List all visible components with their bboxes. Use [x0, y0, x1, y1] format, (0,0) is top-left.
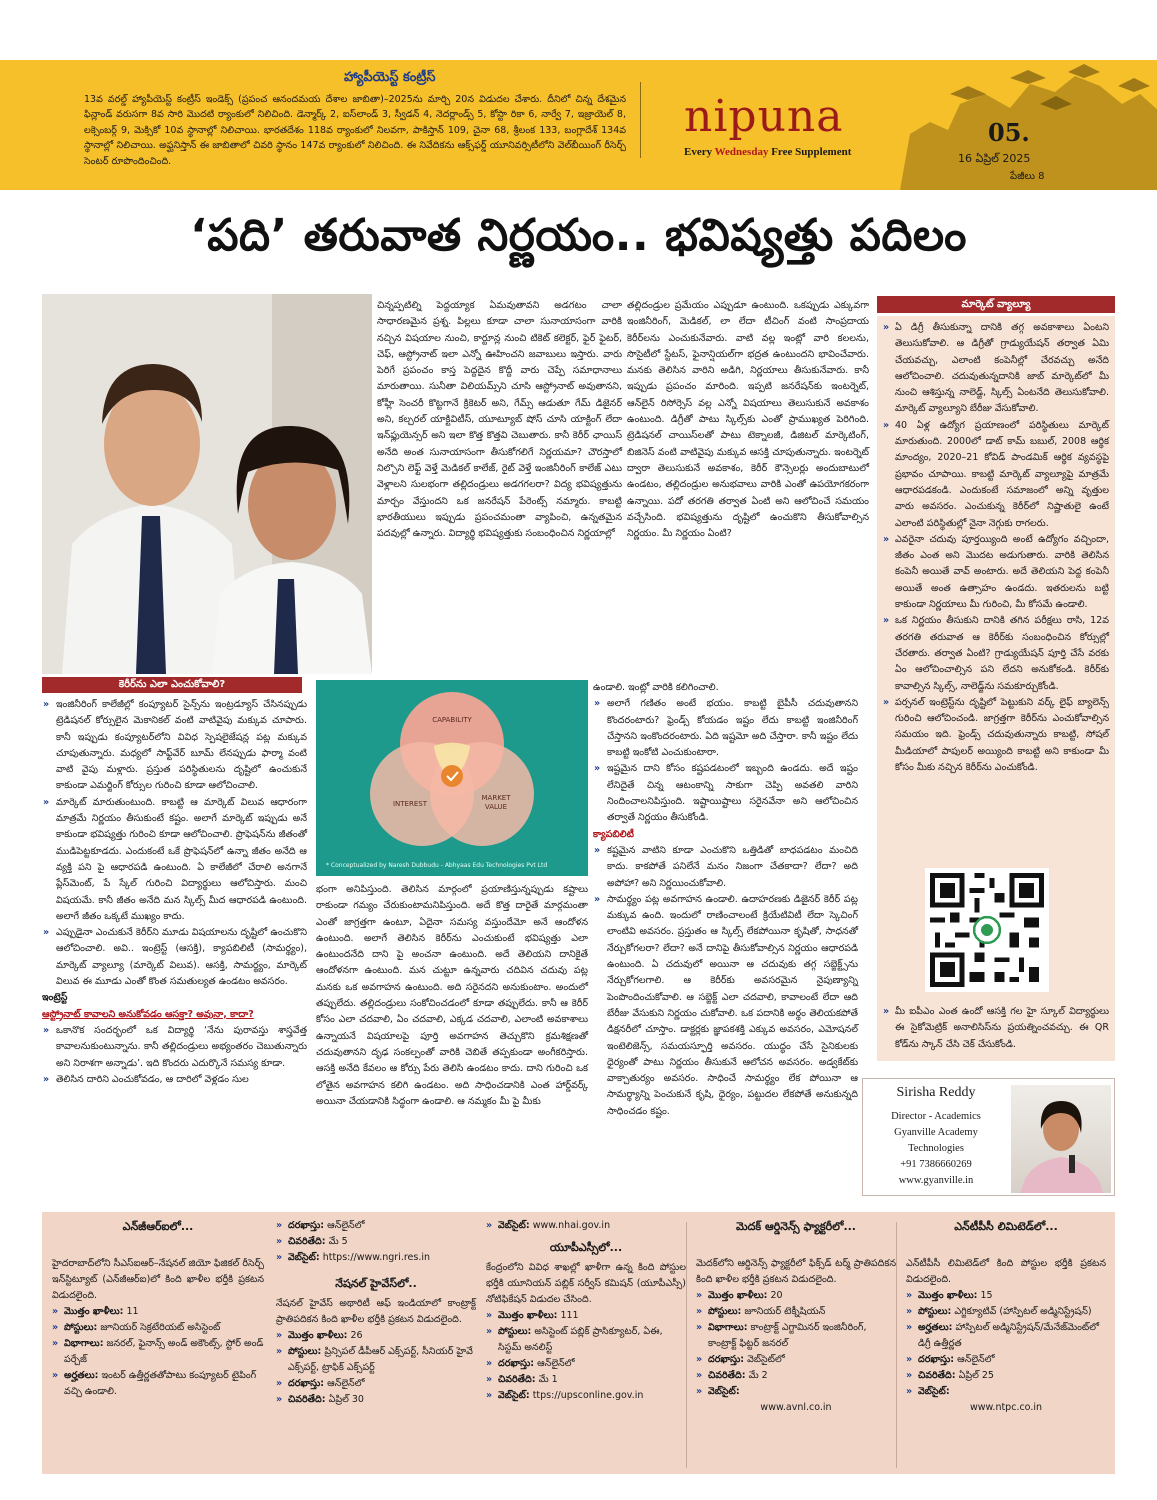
- list-item: » ఇష్టమైన దాని కోసం కష్టపడటంలో ఇబ్బంది ఉండదు. అదే ఇష్టం లేనిదైతే చిన్న ఆటంకాన్ని సాకుగా చెప్పి అవతలి వారిని నిందించాలనిపిస్తుంది. ఇష్టాయిష్టాలు సరైనవేనా అని ఆలోచించిన తర్వాతే నిర్ణయం తీసుకోండి.: [593, 761, 858, 826]
- avnl-website-link[interactable]: www.avnl.co.in: [760, 1402, 832, 1413]
- job-ntpc-intro: ఎన్‌టీపీసీ లిమిటెడ్‌లో కింది పోస్టుల భర్తీకి ప్రకటన విడుదలైంది.: [906, 1258, 1106, 1285]
- list-item: » ఏ డిగ్రీ తీసుకున్నా దానికి తగ్గ అవకాశాలు ఏంటని తెలుసుకోవాలి. ఆ డిగ్రీతో గ్రాడ్యుయేషన్ తర్వాత ఏమి చేయవచ్చు, ఎలాంటి కంపెనీల్లో చేరవచ్చు అనేది ఆలోచించాలి. చదువుతున్నదానికి జాబ్ మార్కెట్‌లో మీ నుంచి ఆశిస్తున్న నాలెడ్జ్, స్కిల్స్ ఏంటనేది తెలుసుకోవాలి. మార్కెట్ వ్యాల్యూని బేరీజు వేసుకోవాలి.: [881, 320, 1109, 418]
- intro-column-1: [377, 298, 622, 542]
- market-value-title: మార్కెట్ వ్యాల్యూ: [877, 296, 1115, 313]
- market-value-list: [881, 320, 1109, 776]
- author-website[interactable]: www.gyanville.in: [898, 1175, 974, 1186]
- happiest-countries-text: 13వ వరల్డ్ హ్యాపీయెస్ట్ కంట్రీస్ ఇండెక్స్ (ప్రపంచ ఆనందమయ దేశాల జాబితా)–2025ను మార్చి 20న విడుదల చేశారు. దీనిలో చిన్న దేశమైన ఫిన్లాండ్ వరుసగా 8వ సారి మొదటి ర్యాంకులో నిలిచింది. డెన్మార్క్ 2, ఐస్‌లాండ్ 3, స్వీడన్ 4, నెదర్లాండ్స్ 5, కోస్టా రికా 6, నార్వే 7, ఇజ్రాయెల్ 8, లక్సెంబర్గ్ 9, మెక్సికో 10వ స్థానాల్లో నిలిచాయి. భారతదేశం 118వ ర్యాంకులో నిలవగా, పాకిస్తాన్ 109, చైనా 68, శ్రీలంక 133, బంగ్లాదేశ్ 134వ స్థానాల్లో నిలిచాయి. అఫ్ఘనిస్తాన్ ఈ జాబితాలో చివరి స్థానం 147వ ర్యాంకులో నిలిచింది. ఈ నివేదికను ఆక్స్‌ఫర్డ్ యూనివర్సిటీలోని వెల్‌బీయింగ్ రీసెర్చ్ సెంటర్ రూపొందించింది.: [84, 94, 626, 167]
- job-nhai-intro: నేషనల్ హైవేస్ అథారిటీ ఆఫ్ ఇండియాలో కాంట్రాక్ట్ ప్రాతిపదికన కింది ఖాళీల భర్తీకి ప్రకటన విడుదలైంది.: [276, 1298, 476, 1325]
- market-label-2: VALUE: [484, 803, 508, 811]
- job-ngri-title: ఎన్‌జీఆర్ఐలో...: [122, 1220, 194, 1233]
- interest-continued-text: భంగా అనిపిస్తుంది. తెలిసిన మార్గంలో ప్రయాణిస్తున్నప్పుడు కష్టాలు రాకుండా గమ్యం చేరుకుంటామనిపిస్తుంది. అదే కొత్త దారైతే మార్గమంతా ఎంతో జాగ్రత్తగా ఉంటూ, ఏదైనా సమస్య వస్తుందేమో అనే ఆందోళన ఉంటుంది. అలాగే తెలిసిన కెరీర్‌ను ఎంచుకుంటే భవిష్యత్తు ఎలా ఉంటుందనేది దాని పై అంచనా ఉంటుంది. అదే తెలియని దానికైతే ఆందోళనగా ఉంటుంది. మన చుట్టూ ఉన్నవారు చదివిన చదువు పట్ల మనకు ఒక అవగాహన ఉంటుంది. అది సరైనదని అనుకుంటాం. అందులో తప్పులేదు. తల్లిదండ్రులు సంకోచించడంలో కూడా తప్పులేదు. కానీ ఆ కెరీర్ కోసం ఎలా చదవాలి, ఏం చదవాలి, ఎక్కడ చదవాలి, ఎలాంటి అవకాశాలు ఉన్నాయనే విషయాలపై పూర్తి అవగాహన తెచ్చుకొని క్రమశిక్షణతో చదువుతానని దృఢ సంకల్పంతో వారికి చెబితే తప్పకుండా అంగీకరిస్తారు. ఆసక్తి అనేది కేవలం ఆ కోర్సు పేరు తెలిసి ఉండటం కాదు. దాని గురించి ఒక లోతైన అవగాహన కలిగి ఉండటం. అది సాధించడానికి ఎంత హార్డ్‌వర్క్ అయినా చేయడానికి సిద్ధంగా ఉండాలి. ఆ నమ్మకం మీ పై మీకు: [316, 884, 588, 1107]
- tagline-pre: Every: [684, 146, 715, 158]
- list-item: » అర్హతలు: ఇంటర్ ఉత్తీర్ణతతోపాటు కంప్యూటర్ టైపింగ్ వచ్చి ఉండాలి.: [52, 1368, 264, 1400]
- qr-note-text: » మీ ఐపీఎం ఎంత ఉందో ఆసక్తి గల హై స్కూల్ విద్యార్థులు ఈ సైకోమెట్రిక్ అనాలిసిస్‌ను ప్రయత్నించవచ్చు. ఈ QR కోడ్‌ను స్కాన్ చేసి చెక్ చేసుకోండి.: [881, 1004, 1109, 1053]
- interest-subheading: ఆస్ట్రోనాట్ కావాలని అనుకోవడం ఆసక్తా? అవునా, కాదా?: [42, 1008, 254, 1020]
- job-avnl-intro: మెదక్‌లోని ఆర్డినెన్స్ ఫ్యాక్టరీలో ఫిక్స్‌డ్ టర్మ్ ప్రాతిపదికన కింది ఖాళీల భర్తీకి ప్రకటన విడుదలైంది.: [696, 1258, 896, 1285]
- nhai-website-link[interactable]: www.nhai.gov.in: [529, 1220, 611, 1231]
- page-count: పేజీలు 8: [1010, 171, 1045, 182]
- choose-career-column: [42, 697, 307, 1088]
- tagline-day: Wednesday: [714, 146, 769, 158]
- list-item: » చివరితేది: మే 1: [486, 1372, 686, 1388]
- happiest-countries-box: [70, 60, 640, 190]
- jobs-divider: [686, 1222, 687, 1468]
- list-item: » పర్సనల్ ఇంట్రెస్ట్‌ను దృష్టిలో పెట్టుకుని వర్క్ లైఫ్ బ్యాలెన్స్ గురించి ఆలోచించండి. జాగ్రత్తగా కెరీర్‌ను ఎంచుకోవాల్సిన సమయం ఇది. ఫ్రెండ్స్ చదువుతున్నారు కాబట్టి, సోషల్ మీడియాలో పాపులర్ అయ్యింది కాబట్టి అని కాకుండా మీ కోసం మీకు నచ్చిన కెరీర్‌ను ఎంచుకోండి.: [881, 695, 1109, 776]
- nipuna-logo: nipuna: [684, 91, 844, 142]
- author-org-2: Technologies: [908, 1143, 964, 1154]
- list-item: » చివరితేది: ఏప్రిల్ 25: [906, 1368, 1106, 1384]
- section-title-choose-career: కెరీర్‌ను ఎలా ఎంచుకోవాలి?: [42, 677, 302, 693]
- issue-date: 16 ఏప్రిల్ 2025: [958, 152, 1031, 165]
- list-item: » పోస్టులు: జూనియర్ టెక్నీషియన్: [696, 1304, 896, 1320]
- author-box: [862, 1078, 1115, 1196]
- job-ntpc-title: ఎన్‌టీపీసీ లిమిటెడ్‌లో...: [954, 1220, 1058, 1233]
- header-divider: [640, 82, 641, 158]
- qr-code-icon[interactable]: [925, 868, 1049, 992]
- list-item: » చివరితేది: ఏప్రిల్ 30: [276, 1392, 476, 1408]
- job-upsc: [486, 1218, 686, 1404]
- job-avnl: [696, 1218, 896, 1416]
- intro-text-1: చిన్నప్పటిల్ని పెద్దయ్యాక ఏమవుతావని అడగటం చాలా సాధారణమైన ప్రశ్న. పిల్లలు కూడా చాలా సునాయాసంగా వారికి నచ్చిన విషయాల నుంచి, కార్టూన్ల నుంచి టికెట్ కలెక్టర్, ఫైర్ ఫైటర్, చెఫ్, ఆస్ట్రోనాట్ ఇలా ఎన్నో ఊహించని జవాబులు ఇస్తారు. వారు పెరిగే ప్రపంచం కాస్త పెద్దదైన కొద్దీ వారు చెప్పే సమాధానాలు మారుతాయి. సునీతా విలియమ్స్‌ని చూసి ఆస్ట్రోనాట్ అవుతానని, కోహ్లీ సెంచరీ కొట్టగానే క్రికెటర్ అని, గేమ్స్ ఆడుతూ గేమ్ డిజైనర్ అని, కల్చరల్ యాక్టివిటీస్, యూట్యూబ్ షోస్ చూసి యాక్టింగ్ లేదా ఇన్‌ఫ్లుయెన్సర్ అని ఇలా కొత్త కొత్తవి చెబుతారు. కానీ కెరీర్ ఛాయిస్ అనేది అంత సునాయాసంగా తీసుకోగలిగే నిర్ణయమా? చౌరస్తాలో నిల్చొని లెఫ్ట్ వెళ్తే మెడికల్ కాలేజ్, రైట్ వెళ్తే ఇంజినీరింగ్ కాలేజ్ ఎటు వెళ్లాలని సులభంగా తల్లిదండ్రులు అడగగలరా? విద్య భవిష్యత్తును మార్చం వేస్తుందని ఒక జనరేషన్ పేరెంట్స్ నమ్మారు. కాబట్టి భారతీయులు ఇప్పుడు ప్రపంచమంతా వ్యాపించి, ఉన్నతమైన పదవుల్లో ఉన్నారు. విద్యార్థి భవిష్యత్తుకు సంబంధించిన నిర్ణయాల్లో: [377, 300, 622, 540]
- list-item: » దరఖాస్తు: వెబ్‌సైట్‌లో: [696, 1352, 896, 1368]
- jobs-divider: [896, 1222, 897, 1468]
- job-upsc-title: యూపీఎస్సీలో...: [549, 1241, 623, 1254]
- list-item: » ఒకానొక సందర్భంలో ఒక విద్యార్థి ‘నేను పురావస్తు శాస్త్రవేత్త కావాలనుకుంటున్నాను. కానీ తల్లిదండ్రులు అభ్యంతరం చెబుతున్నారు అని నిరాశగా అన్నాడు’. ఇది కొందరు ఎదుర్కొనే సమస్య కూడా.: [42, 1023, 307, 1072]
- list-item: » దరఖాస్తు: ఆన్‌లైన్‌లో: [486, 1356, 686, 1372]
- list-item: » విభాగాలు: కాంట్రాక్ట్ ఎగ్జామినర్ ఇంజినీరింగ్, కాంట్రాక్ట్ ఫిట్టర్ జనరల్: [696, 1320, 896, 1352]
- happiest-countries-title: హ్యాపీయెస్ట్ కంట్రీస్: [344, 70, 436, 85]
- capability-label: CAPABILITY: [432, 716, 472, 724]
- qr-note: [877, 1004, 1115, 1053]
- list-item: » తెలిసిన దారిని ఎంచుకోవడం, ఆ దారిలో వెళ్లడం సుల: [42, 1072, 307, 1088]
- list-item: » ఇంజినీరింగ్ కాలేజీల్లో కంప్యూటర్ సైన్స్‌ను ఇంట్రడ్యూస్ చేసినప్పుడు ట్రెడిషనల్ కోర్సులైన మెకానికల్ వంటి వాటివైపు మక్కువ చూపారు. కానీ ఇప్పుడు కంప్యూటర్‌లోని వివిధ స్పెషలైజేషన్ల పట్ల మక్కువ చూపుతున్నారు. మధ్యలో సాఫ్ట్‌వేర్ బూమ్ లేనప్పుడు ఫార్మా వంటి వాటి వైపు మళ్లారు. ప్రస్తుత పరిస్థితులను దృష్టిలో ఉంచుకునే కాకుండా ఎమర్జింగ్ కోర్సుల గురించి కూడా ఆలోచించాలి.: [42, 697, 307, 795]
- job-ntpc: [906, 1218, 1106, 1416]
- list-item: » అలాగే గణితం అంటే భయం. కాబట్టి బైపీసీ చదువుతానని కొందరంటారు? ఫ్రెండ్స్ కోయడం ఇష్టం లేదు కాబట్టి ఇంజినీరింగ్ చేస్తానని ఇంకొందరంటారు. ఏది ఇష్టమో అది చేస్తారా. కానీ ఇష్టం లేదు కాబట్టి ఇంకోటి ఎంచుకుంటారా.: [593, 696, 858, 761]
- list-item: » మొత్తం ఖాళీలు: 111: [486, 1308, 686, 1324]
- list-item: » కష్టమైన వాటిని కూడా ఎంచుకొని ఒత్తిడితో బాధపడటం మంచిది కాదు. కాకపోతే పనిలేనే మనం నిజంగా చేతకాదా? లేదా? అది అపోహా? అని నిర్ణయించుకోవాలి.: [593, 843, 858, 892]
- author-role: Director - Academics: [891, 1111, 981, 1122]
- venn-diagram-graphic: [316, 680, 588, 876]
- list-item: » మొత్తం ఖాళీలు: 20: [696, 1288, 896, 1304]
- author-name: Sirisha Reddy: [896, 1085, 976, 1100]
- list-item: » మొత్తం ఖాళీలు: 26: [276, 1328, 476, 1344]
- page-number: 05.: [988, 118, 1030, 147]
- upsc-website-link[interactable]: ttps://upsconline.gov.in: [529, 1390, 644, 1401]
- list-item: » వెబ్‌సైట్: https://www.ngri.res.in: [276, 1250, 476, 1266]
- list-item: » విభాగాలు: జనరల్, ఫైనాన్స్ అండ్ అకౌంట్స్, స్టోర్ అండ్ పర్చేజ్: [52, 1336, 264, 1368]
- job-nhai-title: నేషనల్ హైవేస్‌లో..: [335, 1277, 417, 1290]
- list-item: » దరఖాస్తు: ఆన్‌లైన్‌లో: [906, 1352, 1106, 1368]
- author-info: [871, 1109, 1001, 1189]
- interest-heading: ఇంట్రెస్ట్: [42, 992, 68, 1004]
- students-photo: [42, 294, 372, 674]
- list-item: » ఎప్పుడైనా ఎంచుకునే కెరీర్‌ని మూడు విషయాలను దృష్టిలో ఉంచుకొని ఆలోచించాలి. అవి.. ఇంట్రెస్ట్ (ఆసక్తి), క్యాపబిలిటీ (సామర్థ్యం), మార్కెట్ వ్యాల్యూ (మార్కెట్ విలువ). ఆసక్తి, సామర్థ్యం, మార్కెట్ విలువ ఈ మూడు ఎంతో కొంత సమతుల్యత ఉండటం అవసరం.: [42, 925, 307, 990]
- author-portrait-icon: [1011, 1085, 1111, 1193]
- list-item: » ఒక నిర్ణయం తీసుకుని దానికి తగిన పరీక్షలు రాసి, 12వ తరగతి తరువాత ఆ కెరీర్‌కు సంబంధించిన కోర్సుల్లో చేరతారు. తర్వాత ఏంటి? గ్రాడ్యుయేషన్ పూర్తి చేసే వరకు ఏం ఆలోచించాల్సిన పని లేదని అనుకోకండి. కెరీర్‌కు కావాల్సిన స్కిల్స్, నాలెడ్జ్‌ను సమకూర్చుకోండి.: [881, 613, 1109, 694]
- author-photo: [1011, 1085, 1111, 1193]
- job-ngri: [52, 1218, 264, 1400]
- list-item: » పోస్టులు: ఎగ్జిక్యూటివ్ (హాస్పిటల్ అడ్మినిస్ట్రేషన్): [906, 1304, 1106, 1320]
- tagline: [684, 146, 851, 158]
- list-item: » మొత్తం ఖాళీలు: 15: [906, 1288, 1106, 1304]
- author-phone: +91 7386660269: [900, 1159, 972, 1170]
- students-illustration-icon: [42, 294, 372, 674]
- market-label-1: MARKET: [481, 794, 511, 802]
- list-item: » వెబ్‌సైట్:: [906, 1384, 1106, 1400]
- list-item: » వెబ్‌సైట్:: [696, 1384, 896, 1400]
- list-item: » సామర్థ్యం పట్ల అవగాహన ఉండాలి. ఉదాహరణకు డిజైనర్ కెరీర్ పట్ల మక్కువ ఉంది. ఇందులో రాణించాలంటే క్రియేటివిటీ లేదా స్కెచింగ్ లాంటివి అవసరం. ప్రస్తుతం ఆ స్కిల్స్ లేకపోయినా కృషితో, సాధనతో నేర్చుకోగలరా? లేదా? అనే దానిపై తీసుకోవాల్సిన నిర్ణయం ఆధారపడి ఉంటుంది. ఏ చదువులో అయినా ఆ చదువుకు తగ్గ సబ్జెక్ట్స్‌ను నేర్చుకోగలగాలి. ఆ కెరీర్‌కు అవసరమైన నైపుణ్యాన్ని పెంపొందించుకోవాలి. ఆ సబ్జెక్ట్ ఎలా చదవాలి, కావాలంటే లేదా ఆది బేరీజు వేసుకుని నిర్ణయం చుకోవాలి. ఒక పదానికి అర్థం తెలియకపోతే డిక్షనరీలో చూస్తాం. డాక్టర్లకు జ్ఞాపకశక్తి ఎక్కువ అవసరం, ఎమోషనల్ ఇంటెలిజెన్స్, సమయస్ఫూర్తి అవసరం. యుద్ధం చేసే సైనికులకు ధైర్యంతో పాటు నిర్ణయం తీసుకునే ఆలోచన అవసరం. అడ్వకేట్‌కు వాక్చాతుర్యం అవసరం. సాధించే సామర్థ్యం లేక పోయినా ఆ సామర్థ్యాన్ని పెంచుకునే కృషి, ధైర్యం, పట్టుదల లేకపోతే అనుకున్నది సాధించడం కష్టం.: [593, 892, 858, 1120]
- intro-text-2: తల్లిదండ్రుల ప్రమేయం ఎప్పుడూ ఉంటుంది. ఒకప్పుడు ఎక్కువగా ఇంజినీరింగ్, మెడికల్, లా లేదా టీచింగ్ వంటి సాంప్రదాయ కెరీర్‌లను ఎంచుకునేవారు. వాటి వల్ల ఇంట్లో వారి కలలను, సొసైటీలో స్టేటస్, ఫైనాన్షియల్‌గా భద్రత ఉంటుందని భావించేవారు. మనకు తెలిసిన వారిని అడిగి, నిర్ణయాలు తీసుకునేవారు. కానీ ఇప్పుడు ప్రపంచం మారింది. ఇప్పటి జనరేషన్‌కు ఇంటర్నెట్, ఆన్‌లైన్ రిసోర్సెస్ వల్ల ఎన్నో విషయాలు తెలుసుకునే అవకాశం ఉంటుంది. డిగ్రీతో పాటు స్కిల్స్‌కు ఎంతో ప్రాముఖ్యత పెరిగింది. ట్రెడిషనల్ చాయిస్‌లతో పాటు టెక్నాలజీ, డిజిటల్ మార్కెటింగ్, బిజినెస్ వంటి వాటివైపు మక్కువ ఆసక్తి చూపుతున్నారు. ఇంటర్నెట్ ద్వారా తెలుసుకునే అవకాశం, కెరీర్ కౌన్సెలర్లు అందుబాటులో ఉండటం, తల్లిదండ్రుల అనుభవాలు వారికి ఎంతో ఉపయోగకరంగా ఉన్నాయి. పదో తరగతి తర్వాత ఏంటి అని ఆలోచించే సమయం వచ్చేసింది. భవిష్యత్తును దృష్టిలో ఉంచుకొని తీసుకోవాల్సిన నిర్ణయం. మీ నిర్ణయం ఏంటి?: [627, 300, 869, 540]
- list-item: » 40 ఏళ్ల ఉద్యోగ ప్రయాణంలో పరిస్థితులు మార్కెట్ మారుతుంది. 2000లో డాట్ కామ్ బబుల్, 2008 ఆర్థిక మాంద్యం, 2020–21 కోవిడ్ పాండమిక్ ఆర్థిక వ్యవస్థపై ప్రభావం చూపాయి. కాబట్టి మార్కెట్ వ్యాల్యూపై మాత్రమే ఆధారపడకండి. ఎందుకంటే సమాజంలో అన్ని వృత్తుల వారు అవసరం. ఎంచుకున్న కెరీర్‌లో నిష్ణాతులై ఉంటే ఎలాంటి పరిస్థితుల్లో నైనా నెగ్గుకు రాగలరు.: [881, 418, 1109, 532]
- main-headline: ‘పది’ తరువాత నిర్ణయం.. భవిష్యత్తు పదిలం: [190, 210, 967, 261]
- venn-diagram: [316, 680, 588, 876]
- list-item: » చివరితేది: మే 5: [276, 1234, 476, 1250]
- brand-block: [684, 92, 851, 158]
- check-badge-icon: [441, 765, 463, 787]
- list-item: » దరఖాస్తు: ఆన్‌లైన్‌లో: [276, 1218, 476, 1234]
- job-ngri-intro: హైదరాబాద్‌లోని సీఎస్ఐఆర్–నేషనల్ జియో ఫిజికల్ రీసెర్చ్ ఇన్‌స్టిట్యూట్ (ఎన్‌జీఆర్ఐ)లో కింది ఖాళీల భర్తీకి ప్రకటన విడుదలైంది.: [52, 1258, 264, 1301]
- list-item: » దరఖాస్తు: ఆన్‌లైన్‌లో: [276, 1376, 476, 1392]
- list-item: » మొత్తం ఖాళీలు: 11: [52, 1304, 264, 1320]
- list-item: » ఎవరైనా చదువు పూర్తయ్యింది అంటే ఉద్యోగం వచ్చిందా, జీతం ఎంత అని మొదట అడుగుతారు. వారికి తెలిసిన కంపెనీ అయితే వావ్ అంటారు. అదే తెలియని పెద్ద కంపెనీ అయితే అంత ఉత్సాహం ఉండదు. ఇతరులను బట్టి కాకుండా నిర్ణయాలు మీ గురించి, మీ కోసమే ఉండాలి.: [881, 532, 1109, 613]
- list-item: » మార్కెట్ మారుతుంటుంది. కాబట్టి ఆ మార్కెట్ విలువ ఆధారంగా మాత్రమే నిర్ణయం తీసుకుంటే కష్టం. అలాగే మార్కెట్ ఇప్పుడు అనే కాకుండా భవిష్యత్తు గురించి కూడా ఆలోచించాలి. ప్రొఫెషన్‌ను జీతంతో ముడిపెట్టకూడదు. ఎందుకంటే ఒకే ప్రొఫెషన్‌లో ఉన్నా జీతం అనేది ఆ వ్యక్తి పని పై ఆధారపడి ఉంటుంది. ఏ కాలేజీలో చేరాలి అనగానే ప్లేస్‌మెంట్, పే స్కేల్ గురించి విద్యార్థులు ఆలోచిస్తారు. మంచి విషయమే. కానీ జీతం అనేది మన స్కిల్స్ మీద ఆధారపడి ఉంటుంది. అలాగే జీతం ఒక్కటే ముఖ్యం కాదు.: [42, 795, 307, 925]
- intro-column-2: [627, 298, 869, 542]
- interest-label: INTEREST: [392, 800, 428, 808]
- list-item: » పోస్టులు: అసిస్టెంట్ పబ్లిక్ ప్రాసిక్యూటర్, ఏఈ, సిస్టమ్ అనలిస్ట్: [486, 1324, 686, 1356]
- list-item: » చివరితేది: మే 2: [696, 1368, 896, 1384]
- list-item: » వెబ్‌సైట్: ttps://upsconline.gov.in: [486, 1388, 686, 1404]
- jobs-section: [42, 1212, 1115, 1474]
- job-upsc-intro: కేంద్రంలోని వివిధ శాఖల్లో ఖాళీగా ఉన్న కింది పోస్టుల భర్తీకి యూనియన్ పబ్లిక్ సర్వీస్ కమిషన్ (యూపీఎస్సీ) నోటిఫికేషన్ విడుదల చేసింది.: [486, 1262, 686, 1305]
- list-item: » పోస్టులు: జూనియర్ సెక్రటేరియట్ అసిస్టెంట్: [52, 1320, 264, 1336]
- job-ngri-cont: [276, 1218, 476, 1408]
- ntpc-website-link[interactable]: www.ntpc.co.in: [969, 1402, 1043, 1413]
- capability-column: [593, 680, 858, 1120]
- list-item: » పోస్టులు: ప్రిన్సిపల్ డీపీఆర్ ఎక్స్‌పర్ట్, సీనియర్ హైవే ఎక్స్‌పర్ట్, ట్రాఫిక్ ఎక్స్‌పర్ట్: [276, 1344, 476, 1376]
- interest-continued-column: [316, 882, 588, 1110]
- list-item: » అర్హతలు: హాస్పిటల్ అడ్మినిస్ట్రేషన్/మేనేజ్‌మెంట్‌లో డిగ్రీ ఉత్తీర్ణత: [906, 1320, 1106, 1352]
- capability-lead: ఉండాలి. ఇంట్లో వారికి కలిగించాలి.: [593, 682, 719, 693]
- job-avnl-title: మెదక్ ఆర్డినెన్స్ ఫ్యాక్టరీలో...: [736, 1220, 856, 1233]
- header-band: [0, 60, 1157, 190]
- tagline-post: Free Supplement: [768, 146, 852, 158]
- ngri-website-link[interactable]: https://www.ngri.res.in: [319, 1252, 431, 1263]
- diagram-caption: * Conceptualized by Naresh Dubbudu - Abhyaas Edu Technologies Pvt Ltd: [326, 862, 548, 869]
- list-item: » వెబ్‌సైట్: www.nhai.gov.in: [486, 1218, 686, 1234]
- author-org-1: Gyanville Academy: [894, 1127, 978, 1138]
- capability-heading: క్యాపబిలిటీ: [593, 828, 634, 840]
